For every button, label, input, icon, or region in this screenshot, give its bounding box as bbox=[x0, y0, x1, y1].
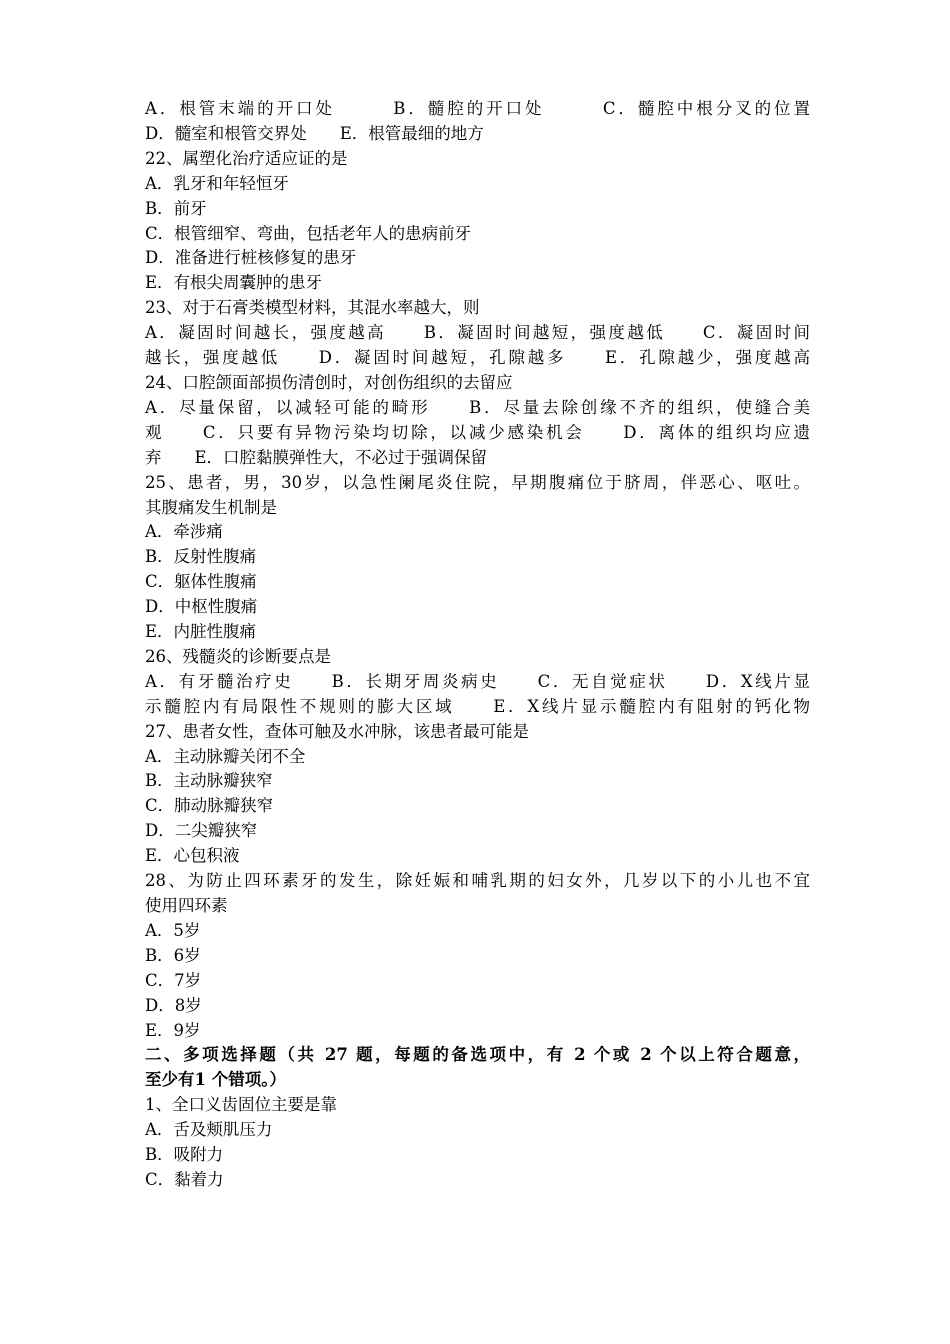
text-line: 其腹痛发生机制是 bbox=[145, 497, 277, 517]
text-line: 28、为防止四环素牙的发生，除妊娠和哺乳期的妇女外，几岁以下的小儿也不宜 bbox=[145, 871, 810, 891]
text-line: C．7岁 bbox=[145, 970, 202, 990]
text-line: 27、患者女性，查体可触及水冲脉，该患者最可能是 bbox=[145, 721, 529, 741]
text-line: A．乳牙和年轻恒牙 bbox=[145, 173, 289, 193]
text-line: 越长，强度越低 D．凝固时间越短，孔隙越多 E．孔隙越少，强度越高 bbox=[145, 348, 810, 368]
text-line: 23、对于石膏类模型材料，其混水率越大，则 bbox=[145, 298, 480, 318]
text-line: C．黏着力 bbox=[145, 1169, 224, 1189]
text-line: D．髓室和根管交界处 E．根管最细的地方 bbox=[145, 123, 484, 143]
text-line: 弃 E．口腔黏膜弹性大，不必过于强调保留 bbox=[145, 447, 488, 467]
text-line: 1、全口义齿固位主要是靠 bbox=[145, 1095, 337, 1115]
text-line: E．9岁 bbox=[145, 1020, 201, 1040]
text-line: D．准备进行桩核修复的患牙 bbox=[145, 248, 357, 268]
text-line: 22、属塑化治疗适应证的是 bbox=[145, 148, 348, 168]
text-line: C．躯体性腹痛 bbox=[145, 572, 257, 592]
text-line: 示髓腔内有局限性不规则的膨大区域 E．X线片显示髓腔内有阻射的钙化物 bbox=[145, 696, 810, 716]
text-line: B．6岁 bbox=[145, 945, 201, 965]
text-line: B．吸附力 bbox=[145, 1145, 224, 1165]
text-line: B．前牙 bbox=[145, 198, 207, 218]
exam-text-body bbox=[145, 97, 810, 1193]
text-line: D．中枢性腹痛 bbox=[145, 597, 258, 617]
text-line: 观 C．只要有异物污染均切除，以减少感染机会 D．离体的组织均应遗 bbox=[145, 422, 810, 442]
text-line: C．肺动脉瓣狭窄 bbox=[145, 796, 274, 816]
text-line: A．凝固时间越长，强度越高 B．凝固时间越短，强度越低 C．凝固时间 bbox=[145, 323, 810, 343]
text-line: 26、残髓炎的诊断要点是 bbox=[145, 646, 331, 666]
text-line: B．主动脉瓣狭窄 bbox=[145, 771, 273, 791]
text-line: 至少有1 个错项。） bbox=[145, 1070, 286, 1090]
text-line: 使用四环素 bbox=[145, 896, 228, 915]
text-line: A．尽量保留，以减轻可能的畸形 B．尽量去除创缘不齐的组织，使缝合美 bbox=[145, 397, 810, 417]
text-line: D．二尖瓣狭窄 bbox=[145, 821, 258, 841]
text-line: D．8岁 bbox=[145, 995, 202, 1015]
text-line: E．有根尖周囊肿的患牙 bbox=[145, 273, 323, 293]
text-line: 二、多项选择题（共 27 题，每题的备选项中，有 2 个或 2 个以上符合题意， bbox=[145, 1045, 810, 1065]
text-line: E．内脏性腹痛 bbox=[145, 622, 257, 642]
text-line: 24、口腔颌面部损伤清创时，对创伤组织的去留应 bbox=[145, 372, 513, 392]
text-line: A．牵涉痛 bbox=[145, 522, 223, 542]
text-line: 25、患者，男，30岁，以急性阑尾炎住院，早期腹痛位于脐周，伴恶心、呕吐。 bbox=[145, 472, 810, 492]
text-line: A．5岁 bbox=[145, 920, 201, 940]
text-line: C．根管细窄、弯曲，包括老年人的患病前牙 bbox=[145, 223, 472, 243]
text-line: B．反射性腹痛 bbox=[145, 547, 257, 567]
text-line: A．有牙髓治疗史 B．长期牙周炎病史 C．无自觉症状 D．X线片显 bbox=[145, 671, 810, 691]
text-line: E．心包积液 bbox=[145, 846, 240, 866]
text-line: A．舌及颊肌压力 bbox=[145, 1120, 273, 1140]
text-line: A．主动脉瓣关闭不全 bbox=[145, 746, 306, 766]
text-line: A．根管末端的开口处 B．髓腔的开口处 C．髓腔中根分叉的位置 bbox=[145, 99, 810, 118]
